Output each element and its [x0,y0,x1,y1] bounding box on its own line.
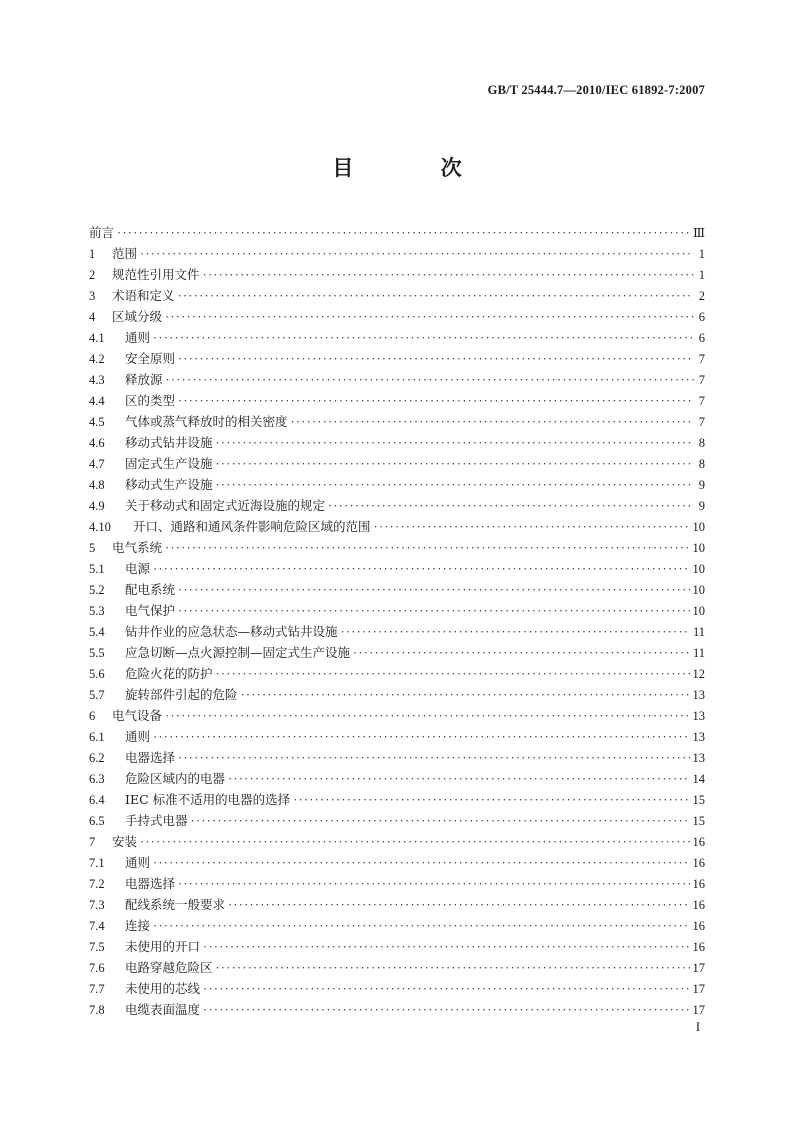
toc-entry-number: 6.4 [89,793,105,807]
toc-entry-number: 4.6 [89,436,105,450]
toc-entry-page: 13 [692,688,705,702]
toc-entry-number: 4 [89,310,96,324]
toc-entry-number: 3 [89,289,96,303]
toc-entry-number: 7.8 [89,1003,105,1017]
toc-entry-title: 电路穿越危险区 [125,960,213,975]
toc-entry-page: 17 [692,1003,705,1017]
toc-entry-number: 4.3 [89,373,105,387]
toc-entry-number: 4.4 [89,394,105,408]
toc-entry-number: 5.4 [89,625,105,639]
toc-entry-page: 15 [692,814,705,828]
toc-entry-page: 9 [698,478,705,492]
toc-entry[interactable] [89,348,705,369]
toc-entry-title: 未使用的芯线 [125,981,201,996]
toc-entry-page: 8 [698,436,705,450]
toc-leader-dots [178,748,689,769]
toc-entry[interactable] [89,663,705,684]
toc-entry-page: 16 [692,919,705,933]
toc-entry-title: 释放源 [125,372,163,387]
table-of-contents [89,222,705,1020]
toc-entry-title: 连接 [125,918,151,933]
toc-entry-title: 电缆表面温度 [125,1002,201,1017]
toc-leader-dots [216,475,694,496]
toc-entry-page: Ⅲ [692,226,705,240]
toc-entry[interactable] [89,495,705,516]
toc-entry-page: 6 [698,310,705,324]
toc-entry-title: 安全原则 [125,351,176,366]
toc-entry-number: 6.1 [89,730,105,744]
toc-entry-title: 电气系统 [112,540,163,555]
toc-leader-dots [178,874,689,895]
toc-leader-dots [140,244,694,265]
toc-entry-number: 7 [89,835,96,849]
toc-entry-page: 13 [692,751,705,765]
toc-entry-title: 前言 [89,225,115,240]
toc-leader-dots [117,223,690,244]
toc-entry-page: 8 [698,457,705,471]
toc-entry-number: 5.7 [89,688,105,702]
toc-entry-title: 钻井作业的应急状态—移动式钻井设施 [125,624,338,639]
toc-entry-number: 4.10 [89,520,111,534]
toc-entry-title: 旋转部件引起的危险 [125,687,238,702]
toc-entry-title: 电气保护 [125,603,176,618]
toc-entry-page: 7 [698,394,705,408]
toc-entry-number: 5.3 [89,604,105,618]
toc-leader-dots [241,685,690,706]
toc-leader-dots [153,853,689,874]
toc-entry[interactable] [89,726,705,747]
toc-entry[interactable] [89,558,705,579]
toc-leader-dots [328,496,694,517]
toc-entry[interactable] [89,810,705,831]
toc-leader-dots [353,643,690,664]
toc-entry-number: 7.2 [89,877,105,891]
toc-leader-dots [165,538,689,559]
toc-leader-dots [153,559,689,580]
toc-entry-title: 危险区域内的电器 [125,771,226,786]
toc-entry-page: 1 [698,268,705,282]
toc-entry-page: 15 [692,793,705,807]
toc-entry-title: 区的类型 [125,393,176,408]
toc-leader-dots [203,265,694,286]
toc-leader-dots [216,664,690,685]
toc-entry[interactable] [89,747,705,768]
toc-entry[interactable] [89,831,705,852]
toc-entry-page: 16 [692,898,705,912]
toc-entry[interactable] [89,369,705,390]
toc-entry-title: 配线系统一般要求 [125,897,226,912]
toc-entry-title: 电源 [125,561,151,576]
toc-entry-title: 应急切断—点火源控制—固定式生产设施 [125,645,351,660]
toc-entry-title: 关于移动式和固定式近海设施的规定 [125,498,326,513]
toc-entry-title: 区域分级 [112,309,163,324]
toc-entry-page: 11 [692,646,705,660]
toc-entry-title: 移动式生产设施 [125,477,213,492]
toc-entry[interactable] [89,600,705,621]
toc-entry-number: 4.8 [89,478,105,492]
toc-entry-page: 10 [692,583,705,597]
toc-entry-page: 10 [692,520,705,534]
toc-entry-number: 5.5 [89,646,105,660]
toc-entry[interactable] [89,516,705,537]
toc-entry-number: 6.2 [89,751,105,765]
toc-leader-dots [178,580,689,601]
toc-entry-title: 术语和定义 [112,288,175,303]
standard-code-header: GB/T 25444.7—2010/IEC 61892-7:2007 [487,83,705,97]
toc-entry-title: 固定式生产设施 [125,456,213,471]
toc-entry[interactable] [89,768,705,789]
toc-leader-dots [153,916,689,937]
toc-entry-page: 7 [698,415,705,429]
toc-entry-title: 通则 [125,729,151,744]
toc-leader-dots [165,307,694,328]
toc-entry-page: 16 [692,877,705,891]
toc-leader-dots [140,832,689,853]
toc-leader-dots [178,391,694,412]
toc-leader-dots [228,895,689,916]
toc-entry[interactable] [89,264,705,285]
toc-leader-dots [166,370,694,391]
toc-entry-page: 1 [698,247,705,261]
toc-entry[interactable] [89,873,705,894]
toc-entry-number: 4.2 [89,352,105,366]
toc-entry-title: 通则 [125,855,151,870]
toc-leader-dots [178,286,694,307]
toc-entry-page: 10 [692,604,705,618]
toc-entry-page: 13 [692,709,705,723]
toc-entry-number: 7.1 [89,856,105,870]
toc-entry[interactable] [89,684,705,705]
toc-entry[interactable] [89,306,705,327]
toc-entry-title: 手持式电器 [125,813,188,828]
toc-entry-number: 5.2 [89,583,105,597]
toc-leader-dots [216,958,690,979]
toc-leader-dots [165,706,689,727]
toc-entry-page: 16 [692,940,705,954]
toc-entry[interactable] [89,978,705,999]
toc-leader-dots [228,769,689,790]
toc-entry[interactable] [89,579,705,600]
toc-entry-page: 7 [698,352,705,366]
toc-entry-title: 范围 [112,246,138,261]
toc-entry-page: 10 [692,541,705,555]
toc-entry-number: 7.5 [89,940,105,954]
toc-entry-page: 14 [692,772,705,786]
toc-entry[interactable] [89,957,705,978]
toc-entry-page: 17 [692,982,705,996]
toc-entry-page: 2 [698,289,705,303]
toc-entry-title: 安装 [112,834,138,849]
toc-entry-title: 电器选择 [125,750,176,765]
toc-entry-number: 7.7 [89,982,105,996]
toc-entry-number: 5 [89,541,96,555]
toc-entry[interactable] [89,453,705,474]
toc-entry-number: 4.7 [89,457,105,471]
toc-entry-page: 9 [698,499,705,513]
toc-entry-page: 10 [692,562,705,576]
toc-entry[interactable] [89,411,705,432]
toc-entry-number: 4.1 [89,331,105,345]
toc-entry-page: 17 [692,961,705,975]
toc-entry[interactable] [89,642,705,663]
toc-entry-title: 配电系统 [125,582,176,597]
toc-entry-number: 4.5 [89,415,105,429]
toc-leader-dots [178,601,689,622]
toc-leader-dots [191,811,690,832]
toc-entry[interactable] [89,999,705,1020]
toc-entry-number: 7.4 [89,919,105,933]
toc-entry-number: 5.6 [89,667,105,681]
toc-entry-number: 7.3 [89,898,105,912]
toc-entry[interactable] [89,222,705,243]
toc-entry[interactable] [89,327,705,348]
toc-entry-title: 电器选择 [125,876,176,891]
toc-entry[interactable] [89,705,705,726]
toc-entry-title: 移动式钻井设施 [125,435,213,450]
toc-entry-title: 危险火花的防护 [125,666,213,681]
toc-entry-number: 5.1 [89,562,105,576]
toc-entry[interactable] [89,537,705,558]
toc-entry-title: 未使用的开口 [125,939,201,954]
toc-entry[interactable] [89,474,705,495]
toc-entry-title: 气体或蒸气释放时的相关密度 [125,414,288,429]
toc-entry-number: 6 [89,709,96,723]
toc-leader-dots [293,790,689,811]
toc-entry[interactable] [89,621,705,642]
toc-entry-number: 6.3 [89,772,105,786]
toc-entry-number: 1 [89,247,96,261]
toc-entry-number: 6.5 [89,814,105,828]
toc-entry[interactable] [89,243,705,264]
toc-entry-title: 电气设备 [112,708,163,723]
toc-entry[interactable] [89,789,705,810]
toc-entry-page: 11 [692,625,705,639]
toc-entry-page: 12 [692,667,705,681]
toc-leader-dots [203,937,689,958]
toc-entry[interactable] [89,915,705,936]
toc-entry-page: 7 [698,373,705,387]
toc-entry-title: IEC 标准不适用的电器的选择 [125,792,291,807]
toc-entry[interactable] [89,285,705,306]
toc-entry[interactable] [89,432,705,453]
toc-leader-dots [153,727,689,748]
toc-leader-dots [291,412,694,433]
toc-leader-dots [203,1000,689,1021]
toc-leader-dots [374,517,690,538]
toc-leader-dots [216,433,694,454]
toc-entry-page: 13 [692,730,705,744]
toc-title: 目 次 [332,155,502,180]
toc-entry-page: 16 [692,835,705,849]
page-number: I [695,1020,700,1034]
toc-entry[interactable] [89,936,705,957]
toc-entry[interactable] [89,852,705,873]
toc-leader-dots [341,622,690,643]
toc-leader-dots [203,979,689,1000]
toc-entry-number: 4.9 [89,499,105,513]
toc-entry-title: 规范性引用文件 [112,267,200,282]
toc-entry[interactable] [89,390,705,411]
toc-leader-dots [153,328,694,349]
toc-entry[interactable] [89,894,705,915]
toc-entry-title: 开口、通路和通风条件影响危险区域的范围 [133,519,371,534]
toc-entry-number: 2 [89,268,96,282]
toc-leader-dots [178,349,694,370]
toc-entry-title: 通则 [125,330,151,345]
toc-entry-page: 16 [692,856,705,870]
toc-leader-dots [216,454,694,475]
toc-entry-page: 6 [698,331,705,345]
toc-entry-number: 7.6 [89,961,105,975]
